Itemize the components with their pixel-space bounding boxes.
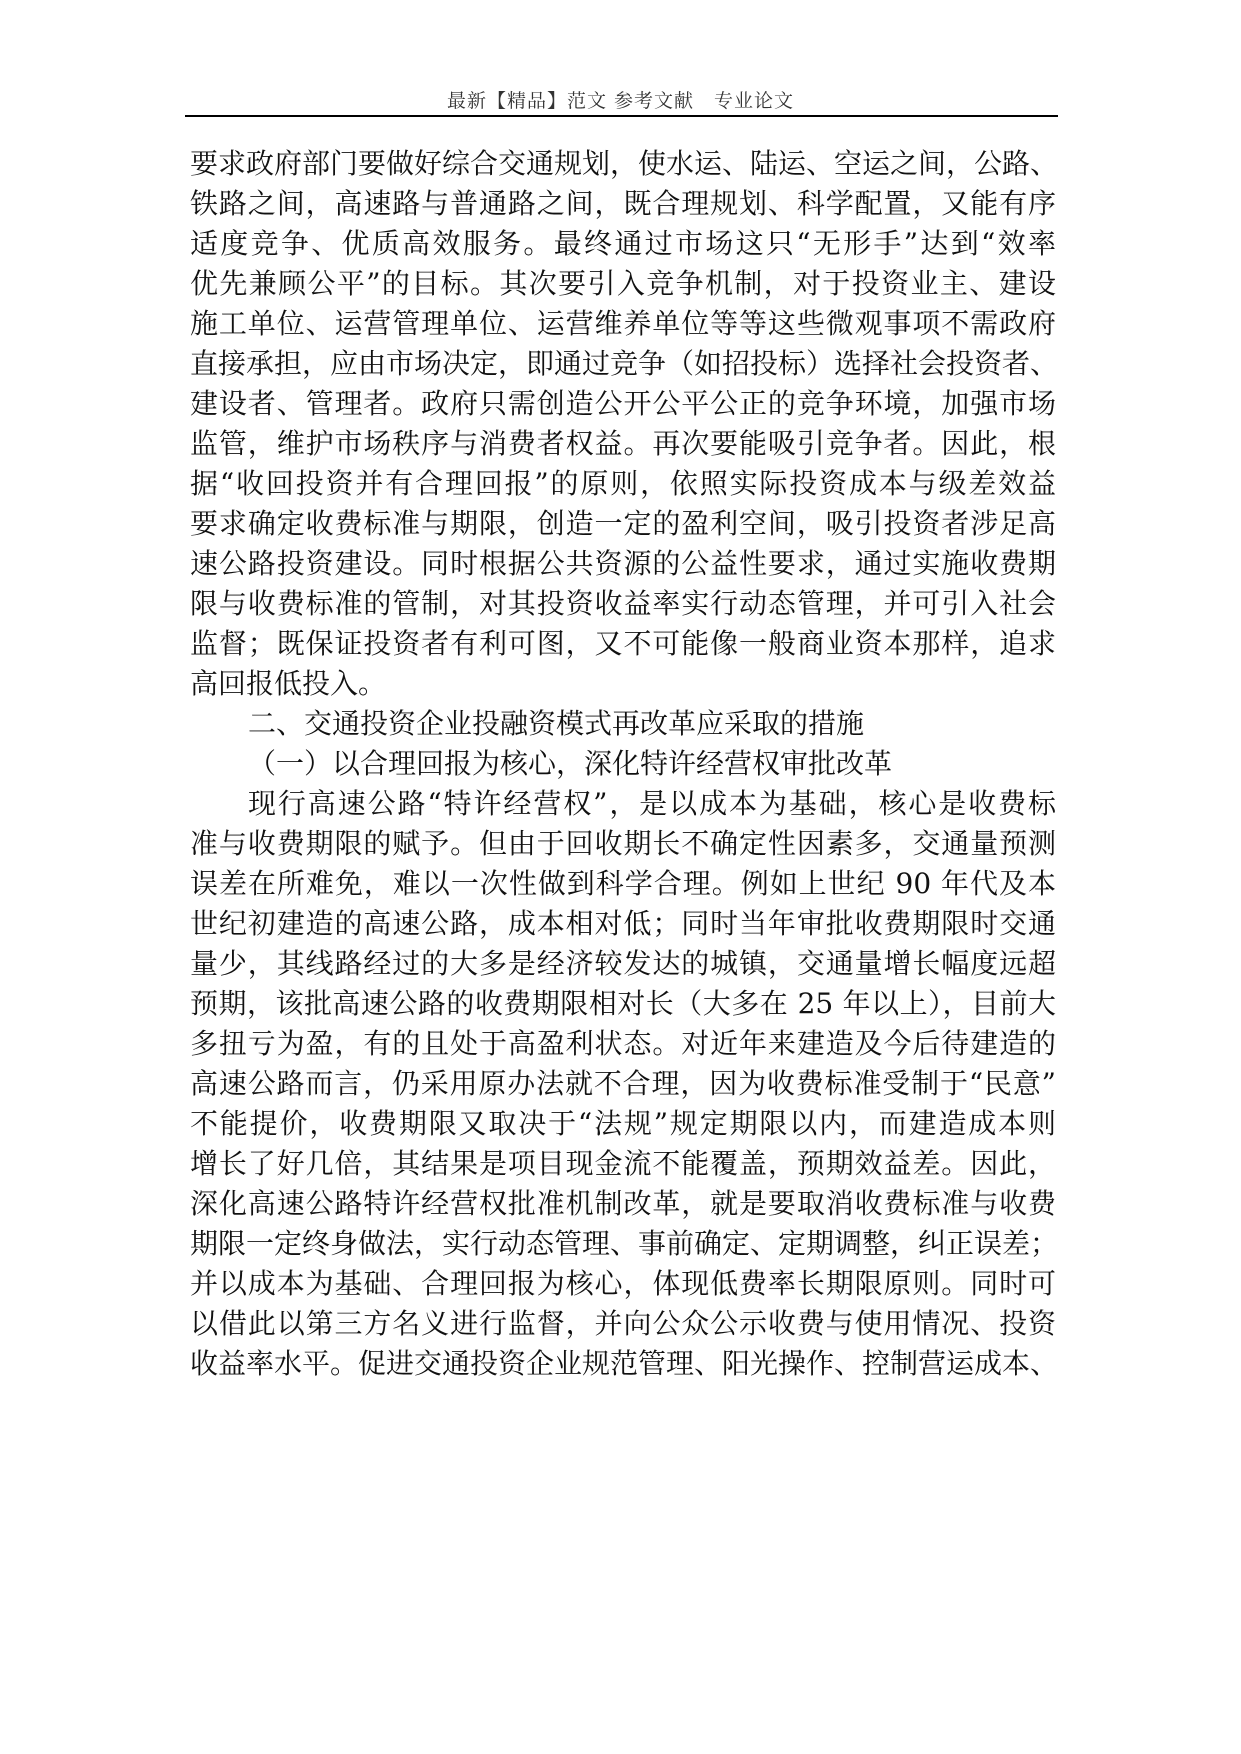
body-line: 不能提价，收费期限又取决于“法规”规定期限以内，而建造成本则 xyxy=(190,1107,1056,1140)
body-line: 建设者、管理者。政府只需创造公开公平公正的竞争环境，加强市场 xyxy=(190,387,1056,420)
body-line: 直接承担，应由市场决定，即通过竞争（如招投标）选择社会投资者、 xyxy=(190,347,1059,380)
body-line: 监管，维护市场秩序与消费者权益。再次要能吸引竞争者。因此，根 xyxy=(190,427,1056,460)
body-line: 准与收费期限的赋予。但由于回收期长不确定性因素多，交通量预测 xyxy=(190,827,1056,860)
body-line: 施工单位、运营管理单位、运营维养单位等等这些微观事项不需政府 xyxy=(190,307,1056,340)
body-line: 现行高速公路“特许经营权”，是以成本为基础，核心是收费标 xyxy=(248,787,1056,820)
body-line: 铁路之间，高速路与普通路之间，既合理规划、科学配置，又能有序 xyxy=(190,187,1056,220)
body-line: 误差在所难免，难以一次性做到科学合理。例如上世纪 90 年代及本 xyxy=(190,867,1056,900)
body-line: 高速公路而言，仍采用原办法就不合理，因为收费标准受制于“民意” xyxy=(190,1067,1056,1100)
body-line: 速公路投资建设。同时根据公共资源的公益性要求，通过实施收费期 xyxy=(190,547,1056,580)
body-line: 要求确定收费标准与期限，创造一定的盈利空间，吸引投资者涉足高 xyxy=(190,507,1056,540)
body-line: 增长了好几倍，其结果是项目现金流不能覆盖，预期效益差。因此， xyxy=(190,1147,1056,1180)
header-rule xyxy=(185,115,1058,117)
body-line: 要求政府部门要做好综合交通规划，使水运、陆运、空运之间，公路、 xyxy=(190,147,1059,180)
body-line: 高回报低投入。 xyxy=(190,667,387,700)
body-line: 期限一定终身做法，实行动态管理、事前确定、定期调整，纠正误差； xyxy=(190,1227,1059,1260)
page-header: 最新【精品】范文 参考文献 专业论文 xyxy=(446,90,795,112)
body-line: 深化高速公路特许经营权批准机制改革，就是要取消收费标准与收费 xyxy=(190,1187,1056,1220)
body-line: 监督；既保证投资者有利可图，又不可能像一般商业资本那样，追求 xyxy=(190,627,1056,660)
body-line: 据“收回投资并有合理回报”的原则，依照实际投资成本与级差效益 xyxy=(190,467,1056,500)
body-line: 适度竞争、优质高效服务。最终通过市场这只“无形手”达到“效率 xyxy=(190,227,1056,260)
body-line: 优先兼顾公平”的目标。其次要引入竞争机制，对于投资业主、建设 xyxy=(190,267,1056,300)
body-line: 并以成本为基础、合理回报为核心，体现低费率长期限原则。同时可 xyxy=(190,1267,1056,1300)
body-line: 收益率水平。促进交通投资企业规范管理、阳光操作、控制营运成本、 xyxy=(190,1347,1059,1380)
body-line: 限与收费标准的管制，对其投资收益率实行动态管理，并可引入社会 xyxy=(190,587,1056,620)
subsection-heading: （一）以合理回报为核心，深化特许经营权审批改革 xyxy=(248,747,893,780)
body-line: 多扭亏为盈，有的且处于高盈利状态。对近年来建造及今后待建造的 xyxy=(190,1027,1056,1060)
body-line: 预期，该批高速公路的收费期限相对长（大多在 25 年以上），目前大 xyxy=(190,987,1056,1020)
body-line: 世纪初建造的高速公路，成本相对低；同时当年审批收费期限时交通 xyxy=(190,907,1056,940)
body-line: 以借此以第三方名义进行监督，并向公众公示收费与使用情况、投资 xyxy=(190,1307,1056,1340)
body-line: 量少，其线路经过的大多是经济较发达的城镇，交通量增长幅度远超 xyxy=(190,947,1056,980)
section-heading: 二、交通投资企业投融资模式再改革应采取的措施 xyxy=(248,707,865,740)
